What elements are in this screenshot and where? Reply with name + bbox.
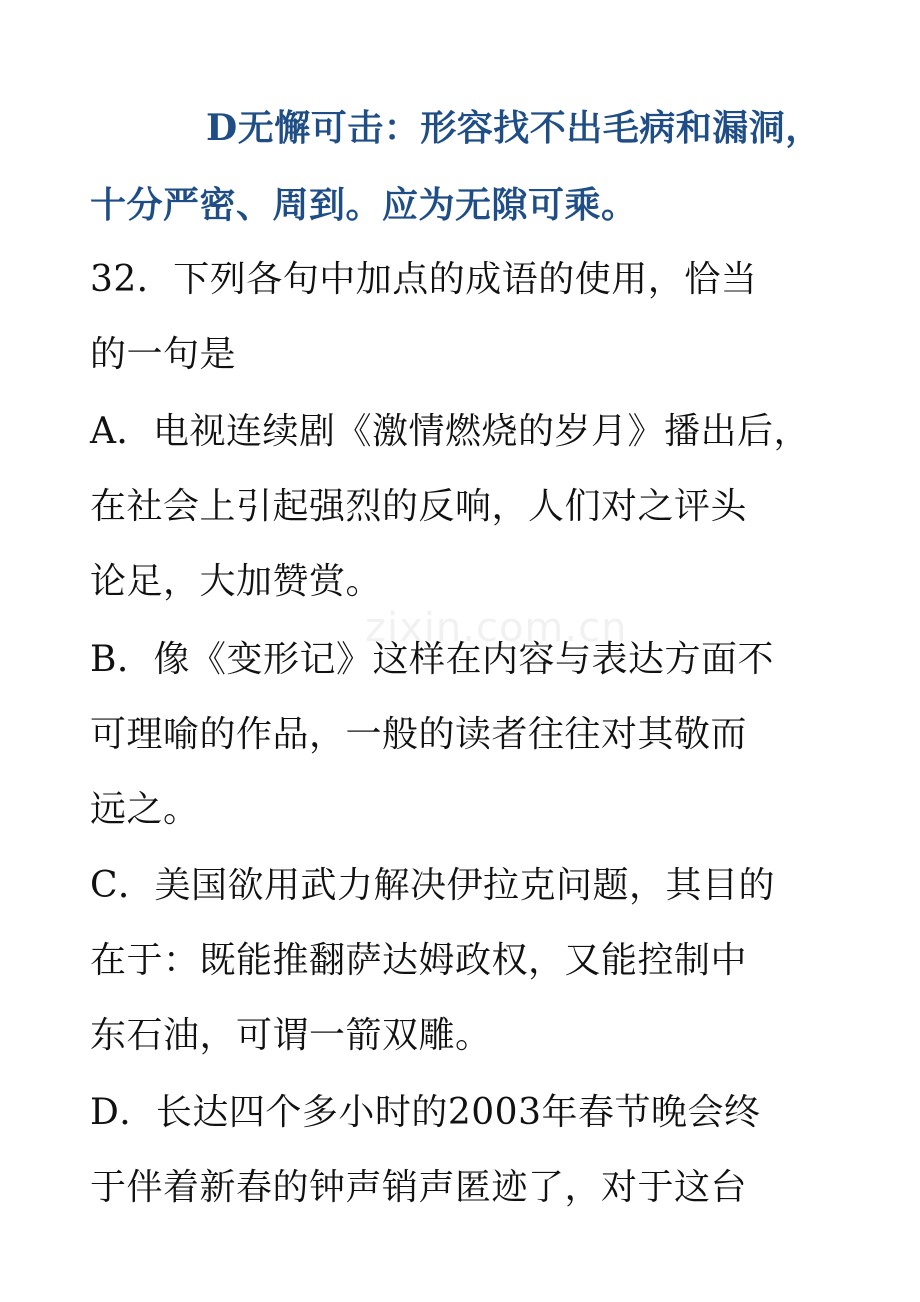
option-d-line-1: D．长达四个多小时的2003年春节晚会终 xyxy=(90,1092,761,1133)
option-c-line-3: 东石油，可谓一箭双雕。 xyxy=(90,1015,492,1056)
answer-explanation-line-1: D无懈可击：形容找不出毛病和漏洞， xyxy=(206,107,822,149)
option-c-line-2: 在于：既能推翻萨达姆政权，又能控制中 xyxy=(90,940,748,981)
option-b-line-1: B．像《变形记》这样在内容与表达方面不 xyxy=(90,639,774,680)
option-a-line-3: 论足，大加赞赏。 xyxy=(90,561,383,602)
answer-explanation-line-2: 十分严密、周到。应为无隙可乘。 xyxy=(90,184,638,226)
question-32-line-2: 的一句是 xyxy=(90,334,237,375)
question-32-line-1: 32．下列各句中加点的成语的使用，恰当 xyxy=(90,259,758,300)
option-b-line-2: 可理喻的作品，一般的读者往往对其敬而 xyxy=(90,714,748,755)
option-c-line-1: C．美国欲用武力解决伊拉克问题，其目的 xyxy=(90,865,776,906)
option-a-line-1: A．电视连续剧《激情燃烧的岁月》播出后， xyxy=(90,411,810,452)
option-d-line-2: 于伴着新春的钟声销声匿迹了，对于这台 xyxy=(90,1167,748,1208)
option-b-line-3: 远之。 xyxy=(90,789,200,830)
option-a-line-2: 在社会上引起强烈的反响，人们对之评头 xyxy=(90,486,748,527)
watermark: zixin.com.cn xyxy=(365,605,628,651)
